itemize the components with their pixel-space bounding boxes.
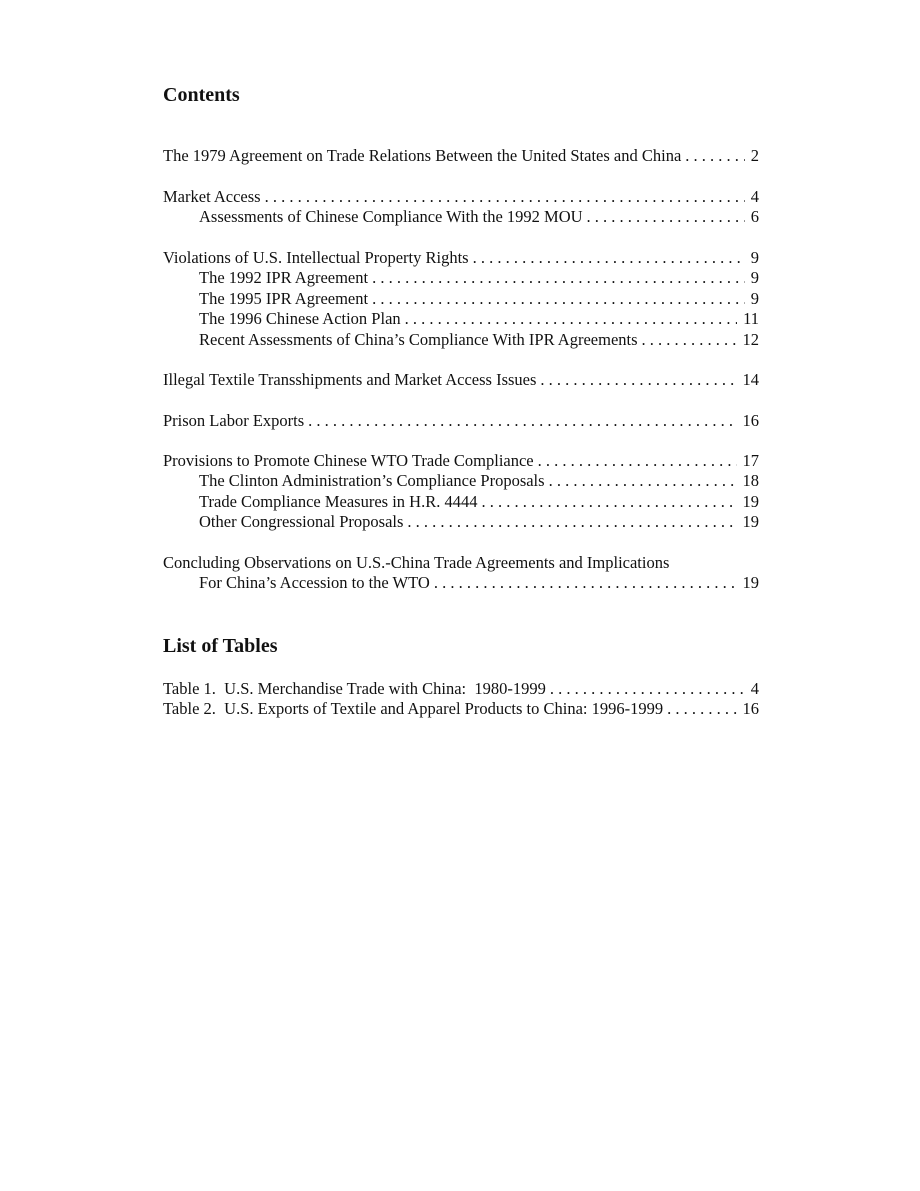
toc-entry-page: 16 (742, 411, 759, 430)
dot-leader (372, 289, 745, 309)
toc-entry[interactable] (163, 146, 759, 166)
dot-leader (308, 411, 736, 431)
contents-heading: Contents (163, 84, 240, 106)
dot-leader (540, 370, 736, 390)
dot-leader (549, 471, 737, 491)
toc-group (163, 248, 759, 350)
dot-leader (405, 309, 737, 329)
toc-entry-page: 6 (750, 207, 759, 227)
toc-entry-page: 19 (742, 573, 759, 593)
toc-subentry[interactable] (163, 289, 759, 309)
toc-entry-title: Concluding Observations on U.S.-China Trade Agreements and Implications (163, 553, 670, 572)
toc-entry-page: 9 (750, 268, 759, 288)
toc-group (163, 553, 759, 594)
toc-group (163, 411, 759, 431)
toc-entry[interactable] (163, 411, 759, 431)
toc-entry-title: Other Congressional Proposals (199, 512, 404, 532)
toc-entry-title: Recent Assessments of China’s Compliance With IPR Agreements (199, 329, 638, 349)
toc-subentry[interactable] (163, 492, 759, 512)
toc-entry-page: 19 (742, 491, 759, 511)
toc-entry-page: 11 (743, 309, 759, 329)
toc-entry-page: 17 (742, 451, 759, 470)
dot-leader (685, 146, 744, 166)
toc-entry-page: 14 (742, 370, 759, 389)
table-entry-page: 16 (742, 699, 759, 719)
toc-entry[interactable] (163, 248, 759, 268)
list-of-tables-heading: List of Tables (163, 635, 278, 657)
dot-leader (538, 451, 737, 471)
dot-leader (407, 512, 736, 532)
toc-entry-page: 9 (750, 288, 759, 308)
toc-subentry[interactable] (163, 268, 759, 288)
toc-entry-title: Assessments of Chinese Compliance With the 1992 MOU (199, 207, 583, 227)
toc-subentry[interactable] (163, 207, 759, 227)
toc-entry-page: 9 (750, 248, 759, 267)
toc-entry-page: 19 (742, 512, 759, 532)
dot-leader (481, 492, 736, 512)
toc-group (163, 451, 759, 533)
list-of-tables (163, 679, 759, 720)
toc-subentry[interactable] (163, 512, 759, 532)
toc-entry-title: For China’s Accession to the WTO (199, 573, 430, 593)
table-entry[interactable] (163, 699, 759, 719)
toc-entry[interactable] (163, 451, 759, 471)
toc-entry-title: Market Access (163, 187, 261, 206)
table-entry-page: 4 (750, 679, 759, 698)
table-entry-title: Table 1. U.S. Merchandise Trade with China: 1980-1999 (163, 679, 546, 698)
toc-subentry[interactable] (163, 471, 759, 491)
toc-entry-title: The Clinton Administration’s Compliance Proposals (199, 471, 545, 491)
toc-entry-title: Violations of U.S. Intellectual Property Rights (163, 248, 469, 267)
dot-leader (434, 573, 737, 593)
toc-entry-page: 12 (742, 329, 759, 349)
toc-entry-page: 18 (742, 471, 759, 491)
table-entry[interactable] (163, 679, 759, 699)
toc-entry-title: The 1992 IPR Agreement (199, 268, 369, 288)
toc-entry[interactable] (163, 370, 759, 390)
toc-entry-title: Trade Compliance Measures in H.R. 4444 (199, 491, 478, 511)
toc-entry-page: 2 (750, 146, 759, 165)
table-entry-title: Table 2. U.S. Exports of Textile and Apparel Products to China: 1996-1999 (163, 699, 664, 719)
toc-group (163, 187, 759, 228)
toc-subentry[interactable] (163, 330, 759, 350)
toc-entry-title: The 1995 IPR Agreement (199, 288, 369, 308)
toc-entry-page: 4 (750, 187, 759, 206)
toc-entry-title: Provisions to Promote Chinese WTO Trade Compliance (163, 451, 534, 470)
dot-leader (265, 187, 745, 207)
dot-leader (550, 679, 745, 699)
dot-leader (473, 248, 745, 268)
dot-leader (587, 207, 745, 227)
dot-leader (642, 330, 737, 350)
toc-subentry[interactable] (163, 309, 759, 329)
toc-entry-title: The 1979 Agreement on Trade Relations Between the United States and China (163, 146, 682, 165)
toc-entry-continuation[interactable] (163, 573, 759, 593)
toc-entry-title: Illegal Textile Transshipments and Market Access Issues (163, 370, 537, 389)
toc-entry-title: The 1996 Chinese Action Plan (199, 309, 401, 329)
toc-entry-title: Prison Labor Exports (163, 411, 305, 430)
dot-leader (667, 699, 736, 719)
toc-group (163, 370, 759, 390)
toc-entry[interactable] (163, 553, 759, 573)
toc-group (163, 146, 759, 166)
toc-entry[interactable] (163, 187, 759, 207)
dot-leader (372, 268, 745, 288)
